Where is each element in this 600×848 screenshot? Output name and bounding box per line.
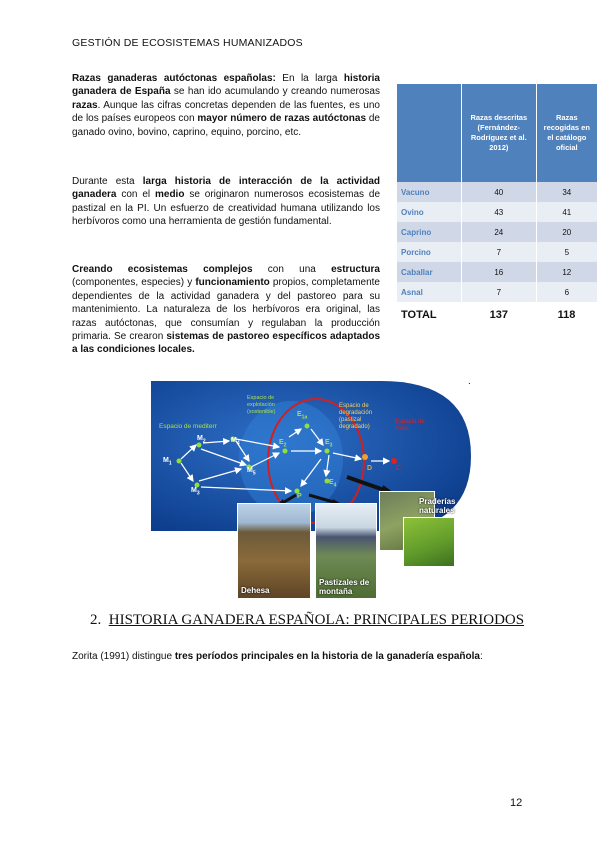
paragraph-ecosistemas: Creando ecosistemas complejos con una estructura (componentes, especies) y funcionamiento propios, completamente dependientes de la actividad ganadera y del pastoreo para su mantenimiento. La naturaleza de los herbívoros era original, las razas autóctonas, que consumían y regulaban la producción primaria. Se crearon sistemas de pastoreo específicos adaptados a las condiciones locales. [72, 264, 381, 356]
section-heading: 2. HISTORIA GANADERA ESPAÑOLA: PRINCIPALES PERIODOS [90, 612, 525, 628]
ecosystem-diagram [151, 381, 471, 601]
paragraph-interaccion: Durante esta larga historia de interacción de la actividad ganadera con el medio se originaron numerosos ecosistemas de pastizal en la PI. Un esfuerzo de creatividad humana utilizando los herbívoros como una herramienta de gestión fundamental. [72, 176, 381, 228]
header-razas-descritas: Razas descritas (Fernández-Rodríguez et al. 2012) [462, 84, 537, 182]
node-c-label: C [396, 465, 402, 472]
table-row: Ovino 43 41 [397, 202, 597, 222]
node-m5: $M_5$ [247, 467, 256, 477]
table-header-row [397, 84, 597, 182]
table-row: Vacuno 40 34 [397, 182, 597, 202]
node-m1: $M_1$ [163, 457, 172, 467]
node-e4: $E_4$ [329, 479, 337, 489]
photo-praderas-2 [403, 517, 455, 567]
table-row: Caballar 16 12 [397, 262, 597, 282]
photo-pastizales: Pastizales de montaña [315, 503, 377, 599]
node-e2: $E_2$ [279, 439, 287, 449]
table-row: Asnal 7 6 [397, 282, 597, 302]
page-number: 12 [510, 797, 523, 809]
node-m2: $M_2$ [197, 435, 206, 445]
table-row: Caprino 24 20 [397, 222, 597, 242]
label-degradacion: Espacio de degradación (pastizal degradado) [339, 403, 373, 430]
label-mediterraneo: Espacio de mediterr [159, 423, 217, 430]
node-m3: $M_3$ [191, 487, 200, 497]
paragraph-razas: Razas ganaderas autóctonas españolas: En la larga historia ganadera de España se han ido acumulando y creando numerosas razas. Aunque las cifras concretas dependen de las fuentes, es uno de los países europeos con mayor número de razas autóctonas de ganado ovino, bovino, caprino, equino, porcino, etc. [72, 73, 380, 138]
node-p: P [297, 493, 302, 500]
node-e1: $E_{1a}$ [297, 411, 308, 421]
table-row: Porcino 7 5 [397, 242, 597, 262]
node-e3: $E_3$ [325, 439, 333, 449]
paragraph-zorita: Zorita (1991) distingue tres períodos principales en la historia de la ganadería española: [72, 651, 483, 662]
table-total-row: TOTAL 137 118 [397, 302, 597, 328]
node-m4: $M_4$ [231, 437, 240, 447]
label-praderas: Praderías naturales [419, 497, 456, 515]
stray-dot: . [468, 376, 471, 387]
node-d-label: D [367, 465, 373, 472]
label-sostenible: Espacio de explotación (sostenible) [247, 395, 276, 415]
header-razas-catalogo: Razas recogidas en el catálogo oficial [536, 84, 597, 182]
page-header: GESTIÓN DE ECOSISTEMAS HUMANIZADOS [72, 37, 303, 49]
breeds-table [397, 84, 597, 328]
photo-dehesa: Dehesa [237, 503, 311, 599]
label-crisis: Espacio de crisis [395, 419, 425, 432]
